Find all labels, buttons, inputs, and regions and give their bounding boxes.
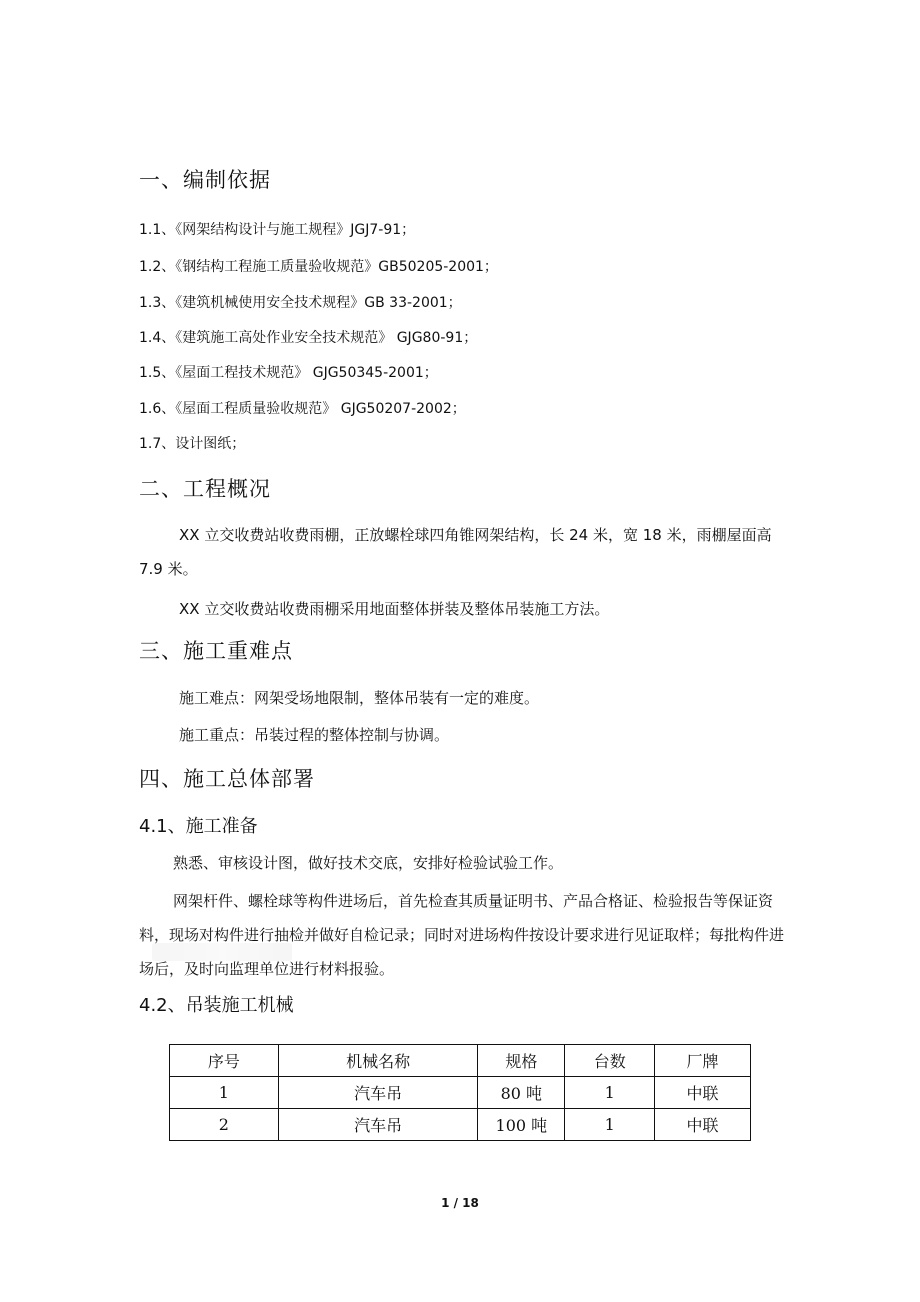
cell-brand: 中联 <box>655 1077 751 1109</box>
reference-item: 1.5、《屋面工程技术规范》 GJG50345-2001； <box>139 365 438 381</box>
cell-quantity: 1 <box>565 1077 655 1109</box>
cell-brand: 中联 <box>655 1109 751 1141</box>
overview-paragraph: XX 立交收费站收费雨棚采用地面整体拼装及整体吊装施工方法。 <box>179 600 610 618</box>
machinery-table <box>169 1044 751 1141</box>
cell-machine-name: 汽车吊 <box>278 1109 478 1141</box>
header-machine-name: 机械名称 <box>278 1045 478 1077</box>
page-number: 1 / 18 <box>441 1196 479 1210</box>
preparation-paragraph: 网架杆件、螺栓球等构件进场后，首先检查其质量证明书、产品合格证、检验报告等保证资料，现场对构件进行抽检并做好自检记录；同时对进场构件按设计要求进行见证取样；每批构件进场后，及时向监理单位进行材料报验。 <box>139 892 785 978</box>
header-serial: 序号 <box>170 1045 279 1077</box>
cell-quantity: 1 <box>565 1109 655 1141</box>
reference-item: 1.2、《钢结构工程施工质量验收规范》GB50205-2001； <box>139 259 498 275</box>
overview-paragraph: XX 立交收费站收费雨棚，正放螺栓球四角锥网架结构，长 24 米，宽 18 米，雨棚屋面高 7.9 米。 <box>139 526 772 578</box>
section-title-basis: 一、编制依据 <box>139 168 271 192</box>
cell-spec: 80 吨 <box>478 1077 565 1109</box>
preparation-paragraph: 熟悉、审核设计图，做好技术交底，安排好检验试验工作。 <box>173 854 564 872</box>
key-point-paragraph: 施工重点：吊装过程的整体控制与协调。 <box>179 726 450 744</box>
header-quantity: 台数 <box>565 1045 655 1077</box>
reference-item: 1.6、《屋面工程质量验收规范》 GJG50207-2002； <box>139 401 466 417</box>
table-row <box>170 1077 751 1109</box>
reference-item: 1.4、《建筑施工高处作业安全技术规范》 GJG80-91； <box>139 330 478 346</box>
cell-spec: 100 吨 <box>478 1109 565 1141</box>
cell-serial: 2 <box>170 1109 279 1141</box>
subsection-title-machinery: 4.2、吊装施工机械 <box>139 995 294 1016</box>
header-brand: 厂牌 <box>655 1045 751 1077</box>
reference-item: 1.1、《网架结构设计与施工规程》JGJ7-91； <box>139 222 416 238</box>
reference-item: 1.7、设计图纸； <box>139 436 246 452</box>
cell-serial: 1 <box>170 1077 279 1109</box>
reference-item: 1.3、《建筑机械使用安全技术规程》GB 33-2001； <box>139 295 462 311</box>
cell-machine-name: 汽车吊 <box>278 1077 478 1109</box>
difficulty-paragraph: 施工难点：网架受场地限制，整体吊装有一定的难度。 <box>179 689 540 707</box>
table-row <box>170 1109 751 1141</box>
section-title-overview: 二、工程概况 <box>139 477 271 501</box>
section-title-difficulties: 三、施工重难点 <box>139 639 293 663</box>
header-spec: 规格 <box>478 1045 565 1077</box>
table-header-row <box>170 1045 751 1077</box>
section-title-deployment: 四、施工总体部署 <box>139 767 315 791</box>
subsection-title-preparation: 4.1、施工准备 <box>139 816 258 837</box>
